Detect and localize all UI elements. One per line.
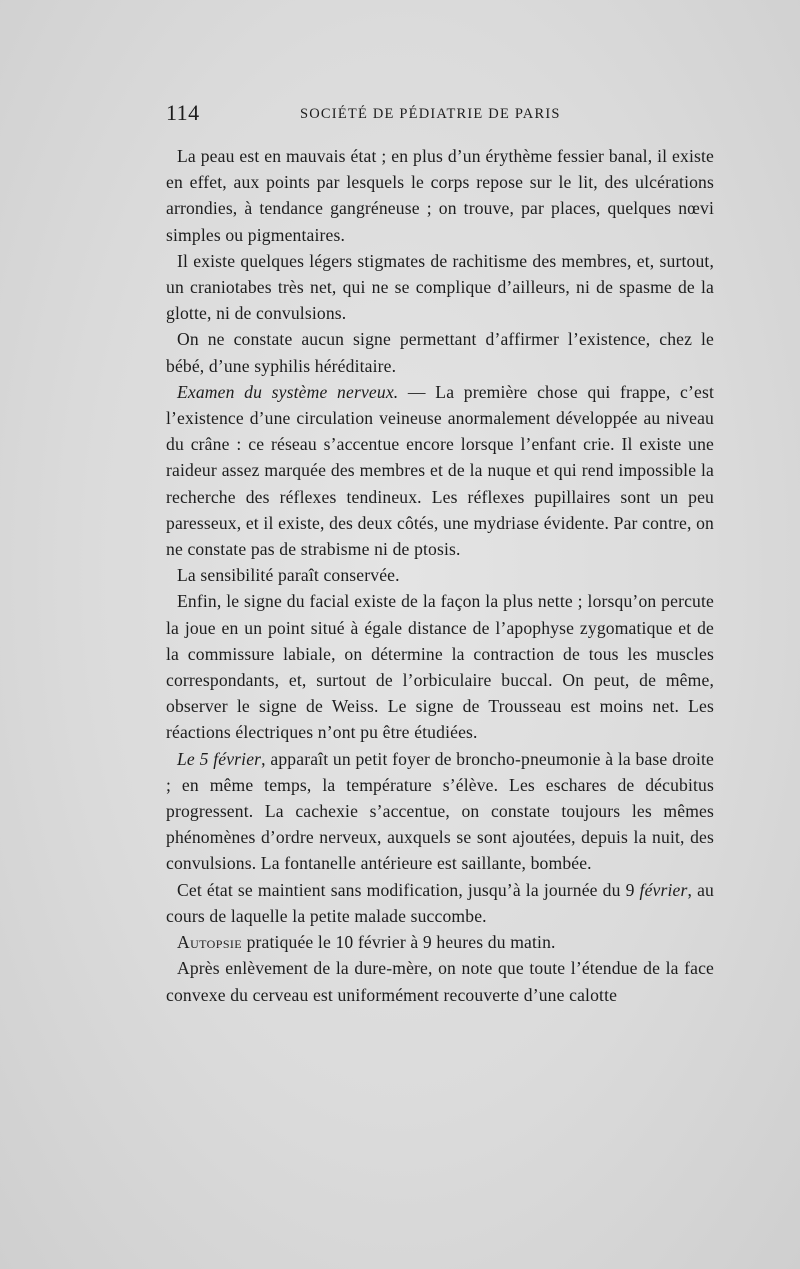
paragraph-autopsy	[166, 929, 714, 955]
autopsy-text: pratiquée le 10 février à 9 heures du matin.	[242, 932, 556, 953]
paragraph-facial-sign: Enfin, le signe du facial existe de la façon la plus nette ; lorsqu’on percute la joue en un point situé à égale distance de l’apophyse zygomatique et de la commissure labiale, on détermine la contraction de tous les muscles correspondants, et, surtout de l’orbiculaire buccal. On peut, de même, observer le signe de Weiss. Le signe de Trousseau est moins net. Les réactions électriques n’ont pu être étudiées.	[166, 591, 714, 743]
body-text	[166, 143, 714, 1008]
feb9-month: février	[639, 879, 688, 900]
feb9-prefix: Cet état se maintient sans modification, jusqu’à la journée du 9	[177, 879, 640, 900]
feb5-prefix: Le 5	[177, 748, 214, 769]
nervous-exam-text: — La première chose qui frappe, c’est l’existence d’une circulation veineuse anormalement développée au niveau du crâne : ce réseau s’accentue encore lorsque l’enfant crie. Il existe une raideur assez marquée des membres et de la nuque et qui rend impossible la recherche des réflexes tendineux. Les réflexes pupillaires sont un peu paresseux, et il existe, des deux côtés, une mydriase évidente. Par contre, on ne constate pas de strabisme ni de ptosis.	[166, 381, 714, 560]
autopsy-heading: Autopsie	[177, 932, 243, 953]
running-title: SOCIÉTÉ DE PÉDIATRIE DE PARIS	[300, 106, 561, 122]
paragraph-feb-9	[166, 877, 714, 929]
paragraph-feb-5	[166, 746, 714, 877]
feb5-text: , apparaît un petit foyer de broncho-pneumonie à la base droite ; en même temps, la température s’élève. Les eschares de décubitus progressent. La cachexie s’accentue, on constate toujours les mêmes phénomènes d’ordre nerveux, auxquels se sont ajoutées, depuis la nuit, des convulsions. La fontanelle antérieure est saillante, bombée.	[166, 748, 715, 874]
paragraph-dura-mater: Après enlèvement de la dure-mère, on note que toute l’étendue de la face convexe du cerveau est uniformément recouverte d’une calotte	[166, 958, 714, 1005]
page-number: 114	[166, 100, 200, 125]
feb5-month: février	[213, 748, 262, 769]
paragraph-skin: La peau est en mauvais état ; en plus d’un érythème fessier banal, il existe en effet, aux points par lesquels le corps repose sur le lit, des ulcérations arrondies, à tendance gangréneuse ; on trouve, par places, quelques nœvi simples ou pigmentaires.	[166, 146, 714, 245]
paragraph-syphilis: On ne constate aucun signe permettant d’affirmer l’existence, chez le bébé, d’une syphilis héréditaire.	[166, 329, 714, 376]
feb9-text: , au cours de laquelle la petite malade succombe.	[166, 879, 714, 926]
page-header	[166, 100, 714, 130]
paragraph-rickets: Il existe quelques légers stigmates de rachitisme des membres, et, surtout, un craniotabes très net, qui ne se complique d’ailleurs, ni de spasme de la glotte, ni de convulsions.	[166, 250, 714, 324]
paragraph-nervous-exam	[166, 379, 714, 562]
nervous-exam-heading: Examen du système nerveux.	[177, 381, 399, 402]
paragraph-sensibility: La sensibilité paraît conservée.	[177, 565, 400, 586]
